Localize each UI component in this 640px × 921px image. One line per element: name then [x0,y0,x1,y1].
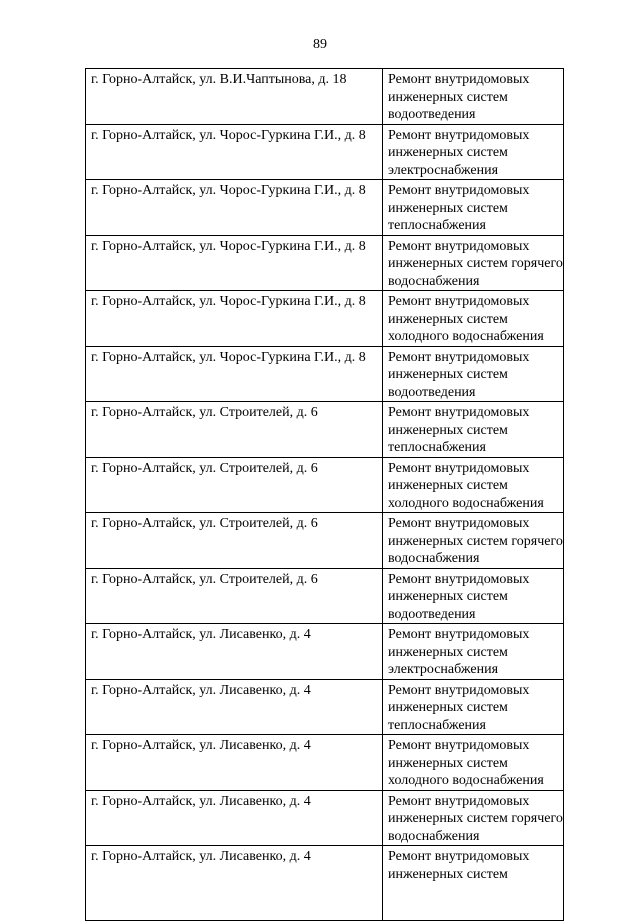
work-type-cell [383,568,564,624]
address-cell: г. Горно-Алтайск, ул. Чорос-Гуркина Г.И., д. 8 [86,180,383,236]
table-row [86,124,564,180]
table-row [86,346,564,402]
work-type-line: водоотведения [388,606,476,622]
work-type-cell [383,679,564,735]
work-type-line: холодного водоснабжения [388,495,544,511]
work-type-line: Ремонт внутридомовых [388,682,530,698]
work-type-line: инженерных систем [388,589,508,604]
work-type-cell [383,346,564,402]
table-row [86,180,564,236]
address-cell: г. Горно-Алтайск, ул. Лисавенко, д. 4 [86,735,383,791]
work-type-cell [383,790,564,846]
work-type-cell [383,513,564,569]
work-type-cell [383,624,564,680]
work-type-cell [383,291,564,347]
address-cell: г. Горно-Алтайск, ул. Строителей, д. 6 [86,513,383,569]
table-body [86,69,564,921]
address-cell: г. Горно-Алтайск, ул. Чорос-Гуркина Г.И., д. 8 [86,291,383,347]
work-type-line: электроснабжения [388,162,499,178]
work-type-line: электроснабжения [388,662,499,677]
work-type-cell [383,235,564,291]
work-type-cell [383,402,564,458]
address-cell: г. Горно-Алтайск, ул. Чорос-Гуркина Г.И., д. 8 [86,346,383,402]
work-type-line: Ремонт внутридомовых [388,516,530,531]
work-type-line: инженерных систем [388,755,508,771]
work-type-line: Ремонт внутридомовых [388,183,530,198]
work-type-cell [383,846,564,921]
work-type-cell [383,124,564,180]
work-type-line: Ремонт внутридомовых [388,294,530,309]
address-cell: г. Горно-Алтайск, ул. Лисавенко, д. 4 [86,624,383,680]
address-cell: г. Горно-Алтайск, ул. В.И.Чаптынова, д. 18 [86,69,383,125]
page-number: 89 [313,37,327,52]
work-type-line: водоснабжения [388,273,480,289]
work-type-line: инженерных систем [388,644,508,660]
table-row [86,513,564,569]
table-row [86,846,564,921]
work-type-line: водоснабжения [388,828,480,844]
work-type-line: Ремонт внутридомовых [388,72,530,87]
address-cell: г. Горно-Алтайск, ул. Чорос-Гуркина Г.И., д. 8 [86,235,383,291]
work-type-line: Ремонт внутридомовых [388,405,530,420]
work-type-line: водоотведения [388,107,476,122]
work-type-line: Ремонт внутридомовых [388,238,530,254]
table-row [86,735,564,791]
work-type-line: инженерных систем [388,866,508,882]
work-type-line: Ремонт внутридомовых [388,849,530,864]
work-type-line: теплоснабжения [388,717,486,733]
work-type-line: инженерных систем [388,200,508,216]
work-type-line: инженерных систем [388,145,508,160]
work-type-line: Ремонт внутридомовых [388,627,530,642]
table-row [86,624,564,680]
table-row [86,568,564,624]
work-type-line: Ремонт внутридомовых [388,738,530,753]
address-cell: г. Горно-Алтайск, ул. Строителей, д. 6 [86,457,383,513]
work-type-line: инженерных систем горячего [388,256,563,271]
work-type-line: Ремонт внутридомовых [388,793,530,809]
address-cell: г. Горно-Алтайск, ул. Лисавенко, д. 4 [86,846,383,921]
work-type-line: холодного водоснабжения [388,773,544,788]
work-type-line: теплоснабжения [388,440,486,455]
work-type-line: инженерных систем [388,700,508,715]
work-type-line: инженерных систем [388,422,508,438]
address-cell: г. Горно-Алтайск, ул. Лисавенко, д. 4 [86,679,383,735]
work-type-cell [383,457,564,513]
work-type-line: Ремонт внутридомовых [388,571,530,587]
work-type-line: инженерных систем горячего [388,533,563,549]
works-table [85,68,564,921]
work-type-line: Ремонт внутридомовых [388,349,530,365]
work-type-cell [383,180,564,236]
address-cell: г. Горно-Алтайск, ул. Строителей, д. 6 [86,402,383,458]
table-row [86,69,564,125]
table-row [86,291,564,347]
table-row [86,402,564,458]
work-type-cell [383,735,564,791]
work-type-line: Ремонт внутридомовых [388,127,530,143]
address-cell: г. Горно-Алтайск, ул. Строителей, д. 6 [86,568,383,624]
work-type-line: Ремонт внутридомовых [388,460,530,476]
work-type-line: теплоснабжения [388,218,486,233]
work-type-line: инженерных систем [388,367,508,382]
table-row [86,679,564,735]
table-row [86,235,564,291]
work-type-line: инженерных систем горячего [388,811,563,826]
address-cell: г. Горно-Алтайск, ул. Лисавенко, д. 4 [86,790,383,846]
work-type-cell [383,69,564,125]
table-row [86,790,564,846]
address-cell: г. Горно-Алтайск, ул. Чорос-Гуркина Г.И., д. 8 [86,124,383,180]
work-type-line: инженерных систем [388,478,508,493]
work-type-line: водоотведения [388,384,476,400]
work-type-line: инженерных систем [388,89,508,105]
work-type-line: холодного водоснабжения [388,329,544,344]
table-row [86,457,564,513]
work-type-line: водоснабжения [388,551,480,566]
work-type-line: инженерных систем [388,311,508,327]
